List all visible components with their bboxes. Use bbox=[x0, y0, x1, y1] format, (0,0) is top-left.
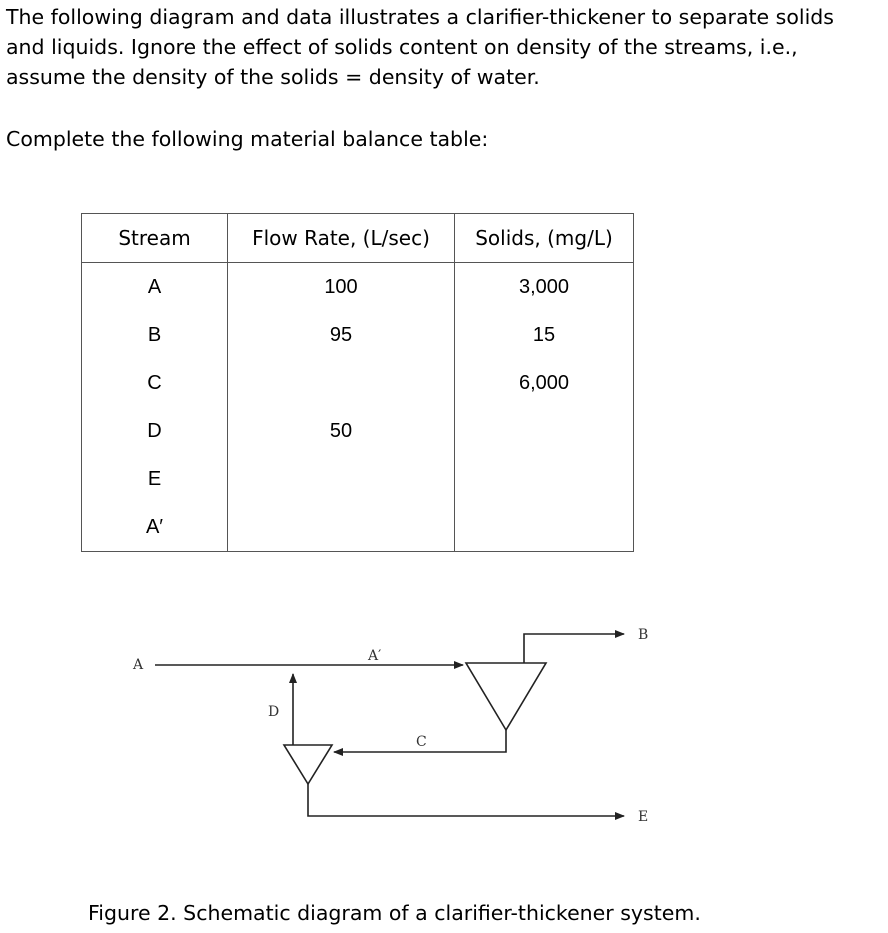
label-d: D bbox=[268, 704, 280, 720]
cell-stream: A′ bbox=[82, 503, 228, 552]
cell-solids: 15 bbox=[455, 311, 634, 359]
header-flow-rate: Flow Rate, (L/sec) bbox=[228, 214, 455, 263]
label-c: C bbox=[416, 734, 427, 750]
cell-stream: E bbox=[82, 455, 228, 503]
cell-solids: 6,000 bbox=[455, 359, 634, 407]
table-row bbox=[82, 503, 634, 552]
cell-solids bbox=[455, 455, 634, 503]
table-row bbox=[82, 407, 634, 455]
cell-flow: 50 bbox=[228, 407, 455, 455]
label-e: E bbox=[638, 809, 649, 825]
thickener-shape bbox=[284, 745, 332, 784]
figure-caption: Figure 2. Schematic diagram of a clarifier-thickener system. bbox=[88, 901, 701, 925]
table-row bbox=[82, 311, 634, 359]
cell-stream: C bbox=[82, 359, 228, 407]
clarifier-thickener-diagram bbox=[0, 600, 888, 840]
cell-solids: 3,000 bbox=[455, 263, 634, 312]
stream-b-line bbox=[524, 634, 624, 663]
cell-flow bbox=[228, 359, 455, 407]
table-row bbox=[82, 455, 634, 503]
cell-flow: 95 bbox=[228, 311, 455, 359]
clarifier-shape bbox=[466, 663, 546, 730]
header-solids: Solids, (mg/L) bbox=[455, 214, 634, 263]
table-row bbox=[82, 359, 634, 407]
label-b: B bbox=[638, 627, 649, 643]
cell-flow: 100 bbox=[228, 263, 455, 312]
cell-stream: A bbox=[82, 263, 228, 312]
cell-solids bbox=[455, 503, 634, 552]
table-row bbox=[82, 263, 634, 312]
label-a-prime: A′ bbox=[368, 648, 382, 664]
cell-flow bbox=[228, 455, 455, 503]
cell-flow bbox=[228, 503, 455, 552]
intro-paragraph: The following diagram and data illustrates a clarifier-thickener to separate solids and liquids. Ignore the effect of solids content on density of the streams, i.e., assume the density of the solids = density of water. bbox=[6, 5, 834, 89]
instruction-text: Complete the following material balance table: bbox=[6, 127, 489, 151]
cell-stream: B bbox=[82, 311, 228, 359]
cell-stream: D bbox=[82, 407, 228, 455]
material-balance-table bbox=[81, 213, 634, 552]
cell-solids bbox=[455, 407, 634, 455]
table-header-row bbox=[82, 214, 634, 263]
header-stream: Stream bbox=[82, 214, 228, 263]
stream-e-line bbox=[308, 784, 624, 816]
label-a: A bbox=[133, 657, 144, 673]
